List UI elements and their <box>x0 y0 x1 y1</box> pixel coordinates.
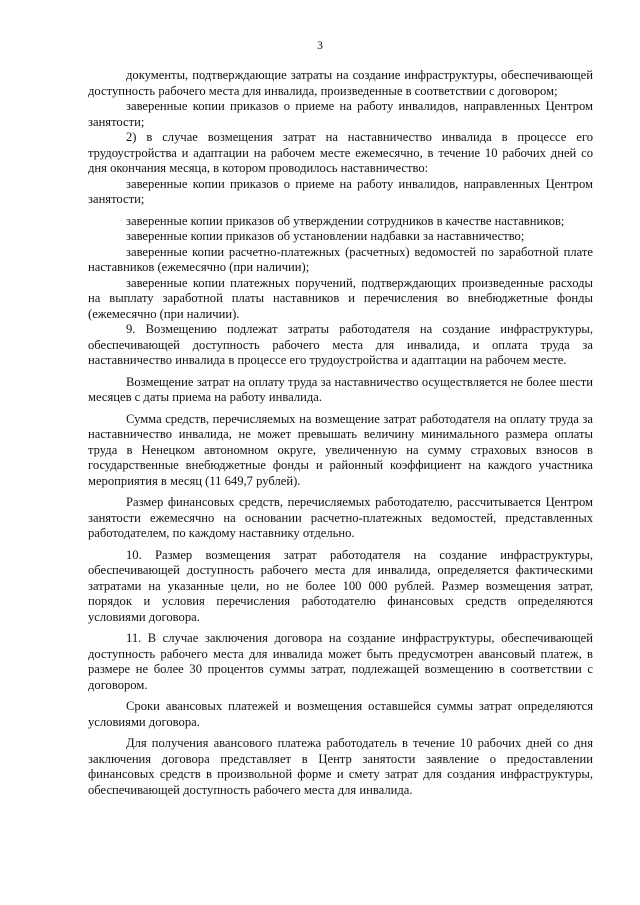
paragraph-14: 11. В случае заключения договора на создание инфраструктуры, обеспечивающей доступность рабочего места для инвалида может быть предусмотрен авансовый платеж, в размере не более 30 процентов суммы затрат, подлежащей возмещению в соответствии с договором. <box>88 631 593 692</box>
paragraph-2: заверенные копии приказов о приеме на работу инвалидов, направленных Центром занятости; <box>88 99 593 129</box>
paragraph-15: Сроки авансовых платежей и возмещения оставшейся суммы затрат определяются условиями договора. <box>88 699 593 729</box>
paragraph-9: 9. Возмещению подлежат затраты работодателя на создание инфраструктуры, обеспечивающей доступность рабочего места для инвалида, и оплата труда за наставничество инвалида в процессе его трудоустройства и адаптации на рабочем месте. <box>88 322 593 367</box>
paragraph-12: Размер финансовых средств, перечисляемых работодателю, рассчитывается Центром занятости ежемесячно на основании расчетно-платежных ведомостей, представленных работодателем, по каждому наставнику отдельно. <box>88 495 593 540</box>
page-number: 3 <box>317 40 323 52</box>
paragraph-8: заверенные копии платежных поручений, подтверждающих произведенные расходы на выплату заработной платы наставников и перечисления во внебюджетные фонды (ежемесячно (при наличии). <box>88 275 593 321</box>
paragraph-11: Сумма средств, перечисляемых на возмещение затрат работодателя на оплату труда за наставничество инвалида, не может превышать величину минимального размера оплаты труда в Ненецком автономном округе, увеличенную на сумму страховых взносов в государственные внебюджетные фонды и районный коэффициент на каждого участника мероприятия в месяц (11 649,7 рублей). <box>88 411 593 488</box>
paragraph-4: заверенные копии приказов о приеме на работу инвалидов, направленных Центром занятости; <box>88 176 593 206</box>
paragraph-16: Для получения авансового платежа работодатель в течение 10 рабочих дней со дня заключения договора представляет в Центр занятости заявление о предоставлении финансовых средств в произвольной форме и смету затрат для создания инфраструктуры, обеспечивающей доступность рабочего места для инвалида. <box>88 736 593 797</box>
paragraph-5: заверенные копии приказов об утверждении сотрудников в качестве наставников; <box>126 213 565 228</box>
paragraph-3: 2) в случае возмещения затрат на наставничество инвалида в процессе его трудоустройства и адаптации на рабочем месте ежемесячно, в течение 10 рабочих дней со дня окончания месяца, в котором проводилось наставничество: <box>88 130 593 175</box>
paragraph-10: Возмещение затрат на оплату труда за наставничество осуществляется не более шести месяцев с даты приема на работу инвалида. <box>88 374 593 404</box>
document-body <box>88 68 593 798</box>
paragraph-6: заверенные копии приказов об установлении надбавки за наставничество; <box>126 229 525 243</box>
paragraph-7: заверенные копии расчетно-платежных (расчетных) ведомостей по заработной плате наставников (ежемесячно (при наличии); <box>88 244 593 274</box>
paragraph-1: документы, подтверждающие затраты на создание инфраструктуры, обеспечивающей доступность рабочего места для инвалида, произведенные в соответствии с договором; <box>88 68 593 98</box>
paragraph-13: 10. Размер возмещения затрат работодателя на создание инфраструктуры, обеспечивающей доступность рабочего места для инвалида, определяется фактическими затратами на указанные цели, но не более 100 000 рублей. Размер возмещения затрат, порядок и условия перечисления работодателю финансовых средств определяются условиями договора. <box>88 547 593 624</box>
